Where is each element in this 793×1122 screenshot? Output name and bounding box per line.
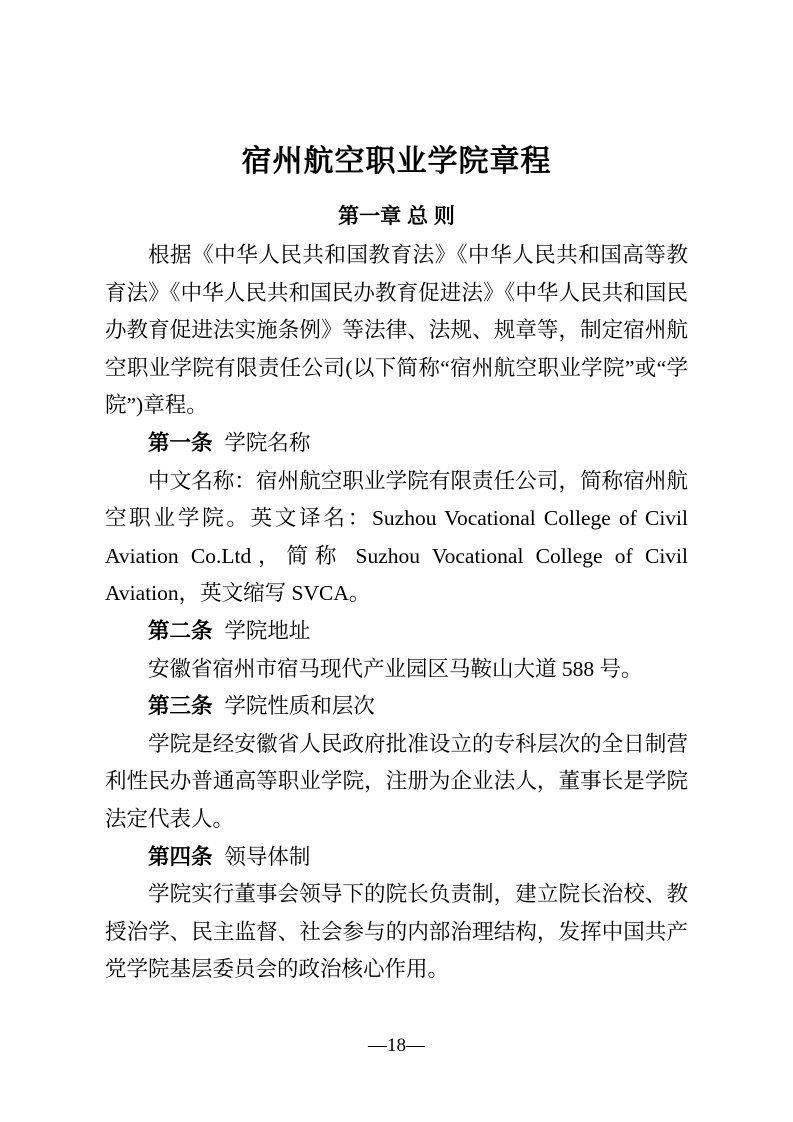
article-heading: 第一条 学院名称 [148, 430, 311, 455]
article-heading: 第三条 学院性质和层次 [148, 694, 375, 719]
article-label: 第三条 [148, 694, 213, 719]
paragraph: 根据《中华人民共和国教育法》《中华人民共和国高等教育法》《中华人民共和国民办教育促进法》《中华人民共和国民办教育促进法实施条例》等法律、法规、规章等，制定宿州航空职业学院有限责任公司(以下简称“宿州航空职业学院”或“学院”)章程。 [105, 243, 688, 418]
document-title: 宿州航空职业学院章程 [241, 145, 552, 178]
paragraph: 安徽省宿州市宿马现代产业园区马鞍山大道 588 号。 [148, 656, 643, 681]
article-label: 第二条 [148, 618, 213, 643]
paragraph: 学院是经安徽省人民政府批准设立的专科层次的全日制营利性民办普通高等职业学院，注册为企业法人，董事长是学院法定代表人。 [105, 731, 688, 831]
paragraph: 学院实行董事会领导下的院长负责制，建立院长治校、教授治学、民主监督、社会参与的内部治理结构，发挥中国共产党学院基层委员会的政治核心作用。 [105, 882, 688, 982]
paragraph: 中文名称：宿州航空职业学院有限责任公司，简称宿州航空职业学院。英文译名：Suzhou Vocational College of Civil Aviation Co.Ltd，简称 Suzhou Vocational College of Civil Aviation，英文缩写 SVCA。 [105, 468, 688, 606]
article-label: 第一条 [148, 430, 213, 455]
document-body [105, 230, 688, 989]
page-number: —18— [368, 1035, 425, 1056]
article-label: 第四条 [148, 844, 213, 869]
article-heading: 第二条 学院地址 [148, 618, 311, 643]
article-heading: 第四条 领导体制 [148, 844, 311, 869]
chapter-heading: 第一章 总 则 [338, 205, 455, 228]
